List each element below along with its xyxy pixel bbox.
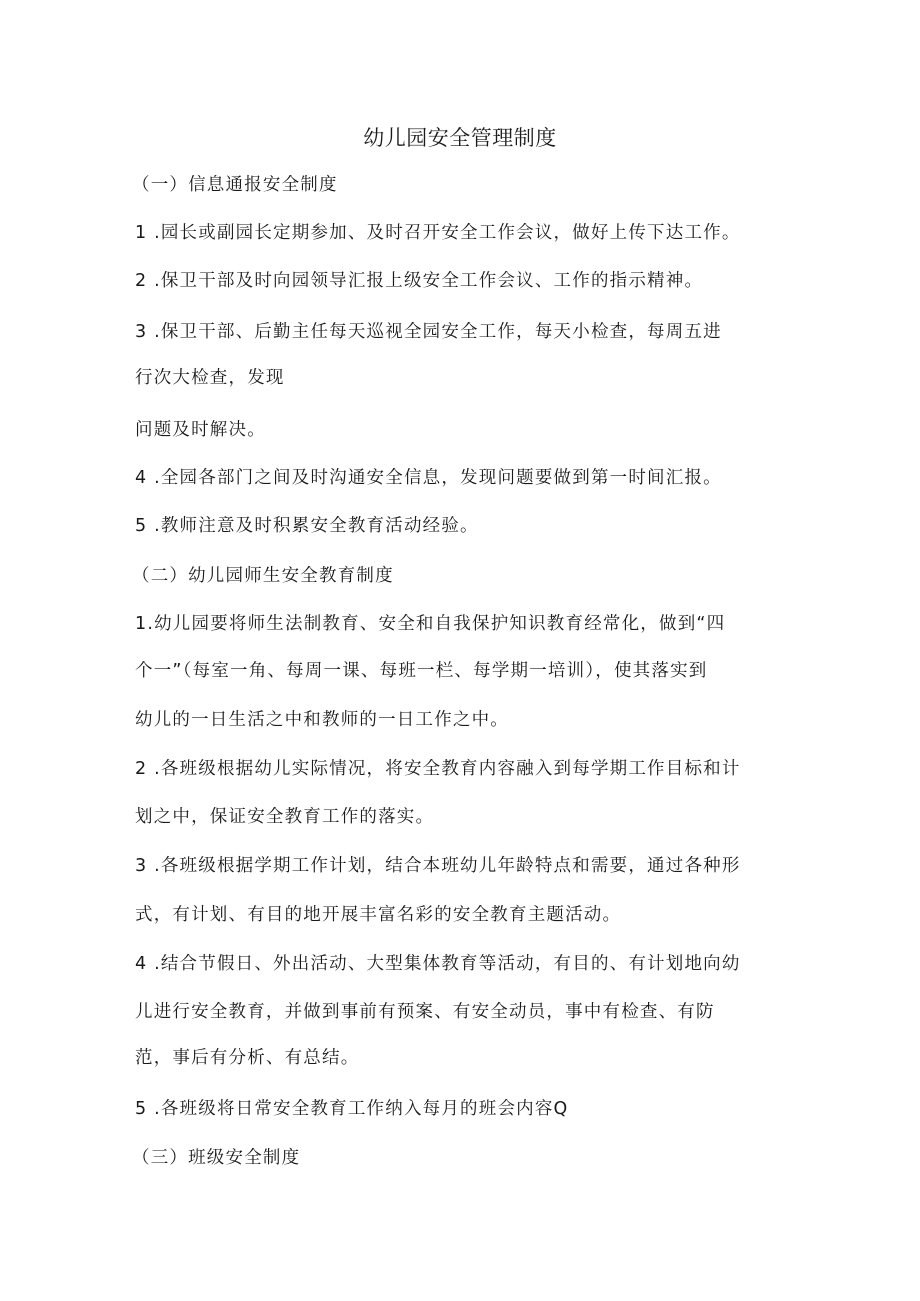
section-heading-2: （二）幼儿园师生安全教育制度 [132,566,394,586]
paragraph-line: 2 .各班级根据幼儿实际情况，将安全教育内容融入到每学期工作目标和计 [135,759,741,779]
paragraph-line: 4 .全园各部门之间及时沟通安全信息，发现问题要做到第一时间汇报。 [135,468,722,488]
paragraph-line: 3 .各班级根据学期工作计划，结合本班幼儿年龄特点和需要，通过各种形 [135,856,741,876]
paragraph-line: 行次大检查，发现 [135,368,285,388]
document-title: 幼儿园安全管理制度 [363,126,557,150]
paragraph-line: 2 .保卫干部及时向园领导汇报上级安全工作会议、工作的指示精神。 [135,271,704,291]
paragraph-line: 5 .各班级将日常安全教育工作纳入每月的班会内容Q [135,1099,569,1119]
paragraph-line: 1.幼儿园要将师生法制教育、安全和自我保护知识教育经常化，做到“四 [135,614,726,634]
paragraph-line: 范，事后有分析、有总结。 [135,1048,360,1068]
paragraph-line: 问题及时解决。 [135,420,266,440]
section-heading-3: （三）班级安全制度 [132,1148,301,1168]
paragraph-line: 划之中，保证安全教育工作的落实。 [135,807,435,827]
paragraph-line: 儿进行安全教育，并做到事前有预案、有安全动员，事中有检查、有防 [135,1002,715,1022]
section-heading-1: （一）信息通报安全制度 [132,175,338,195]
paragraph-line: 3 .保卫干部、后勤主任每天巡视全园安全工作，每天小检查，每周五进 [135,322,722,342]
paragraph-line: 式，有计划、有目的地开展丰富名彩的安全教育主题活动。 [135,905,622,925]
paragraph-line: 5 .教师注意及时积累安全教育活动经验。 [135,516,479,536]
paragraph-line: 4 .结合节假日、外出活动、大型集体教育等活动，有目的、有计划地向幼 [135,954,741,974]
paragraph-line: 个一”（每室一角、每周一课、每班一栏、每学期一培训），使其落实到 [135,661,708,681]
paragraph-line: 1 .园长或副园长定期参加、及时召开安全工作会议，做好上传下达工作。 [135,223,741,243]
paragraph-line: 幼儿的一日生活之中和教师的一日工作之中。 [135,710,509,730]
